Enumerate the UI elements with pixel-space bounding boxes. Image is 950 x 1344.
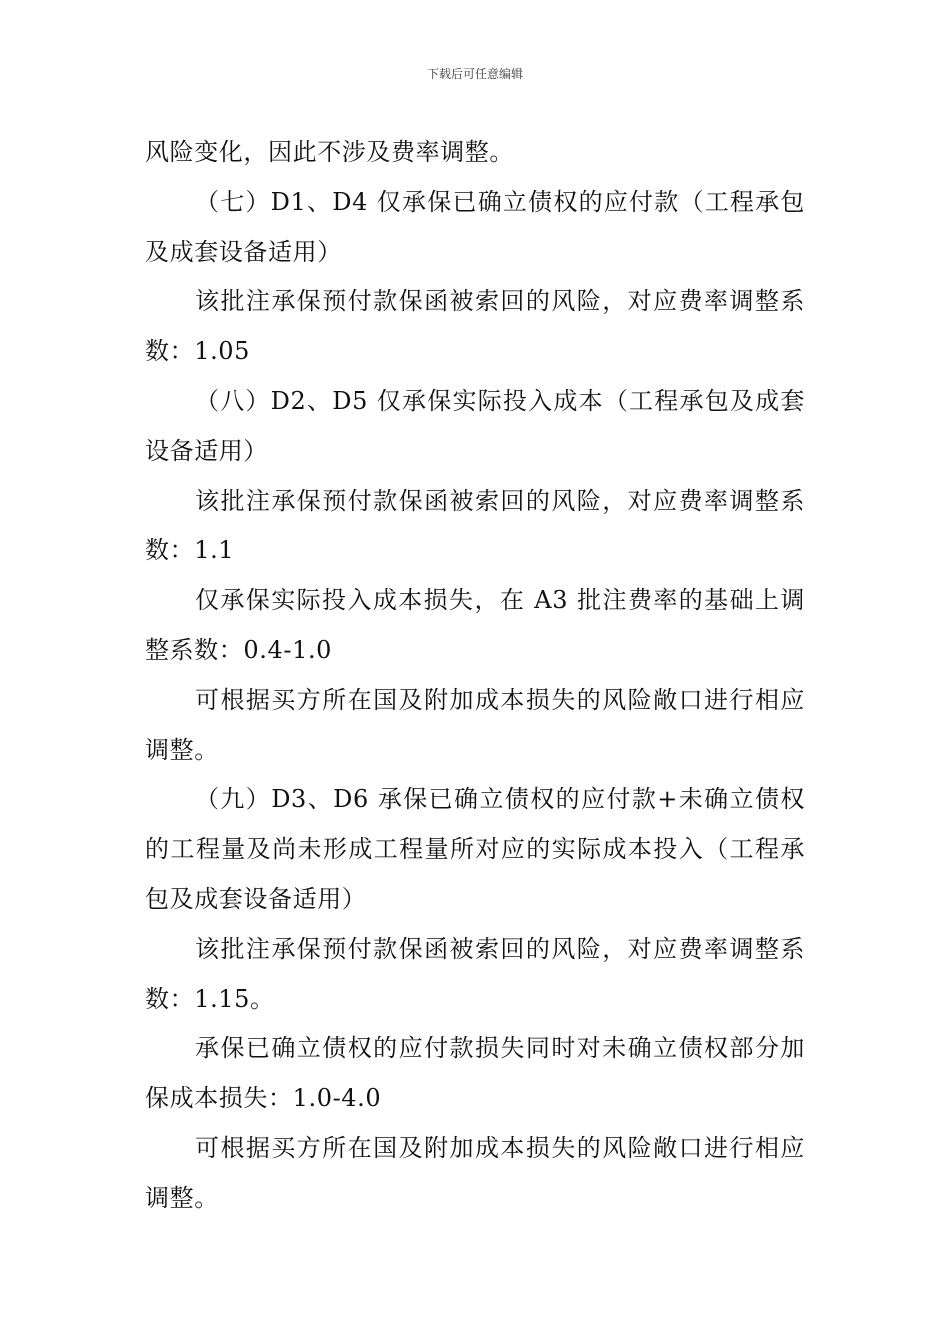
paragraph: 该批注承保预付款保函被索回的风险，对应费率调整系数：1.15。: [145, 934, 805, 1013]
paragraph: 承保已确立债权的应付款损失同时对未确立债权部分加保成本损失：1.0-4.0: [145, 1034, 805, 1113]
paragraph: 该批注承保预付款保函被索回的风险，对应费率调整系数：1.05: [145, 287, 805, 366]
document-body: [145, 128, 805, 1224]
page-header: 下载后可任意编辑: [426, 67, 523, 81]
paragraph: 可根据买方所在国及附加成本损失的风险敞口进行相应调整。: [145, 685, 805, 764]
section-heading-9: （九）D3、D6 承保已确立债权的应付款+未确立债权的工程量及尚未形成工程量所对应的实际成本投入（工程承包及成套设备适用）: [145, 785, 805, 913]
paragraph: 仅承保实际投入成本损失，在 A3 批注费率的基础上调整系数：0.4-1.0: [145, 586, 805, 664]
paragraph: 该批注承保预付款保函被索回的风险，对应费率调整系数：1.1: [145, 486, 805, 565]
paragraph: 风险变化，因此不涉及费率调整。: [145, 138, 514, 166]
section-heading-7: （七）D1、D4 仅承保已确立债权的应付款（工程承包及成套设备适用）: [145, 187, 805, 266]
section-heading-8: （八）D2、D5 仅承保实际投入成本（工程承包及成套设备适用）: [145, 386, 805, 465]
paragraph: 可根据买方所在国及附加成本损失的风险敞口进行相应调整。: [145, 1133, 805, 1212]
